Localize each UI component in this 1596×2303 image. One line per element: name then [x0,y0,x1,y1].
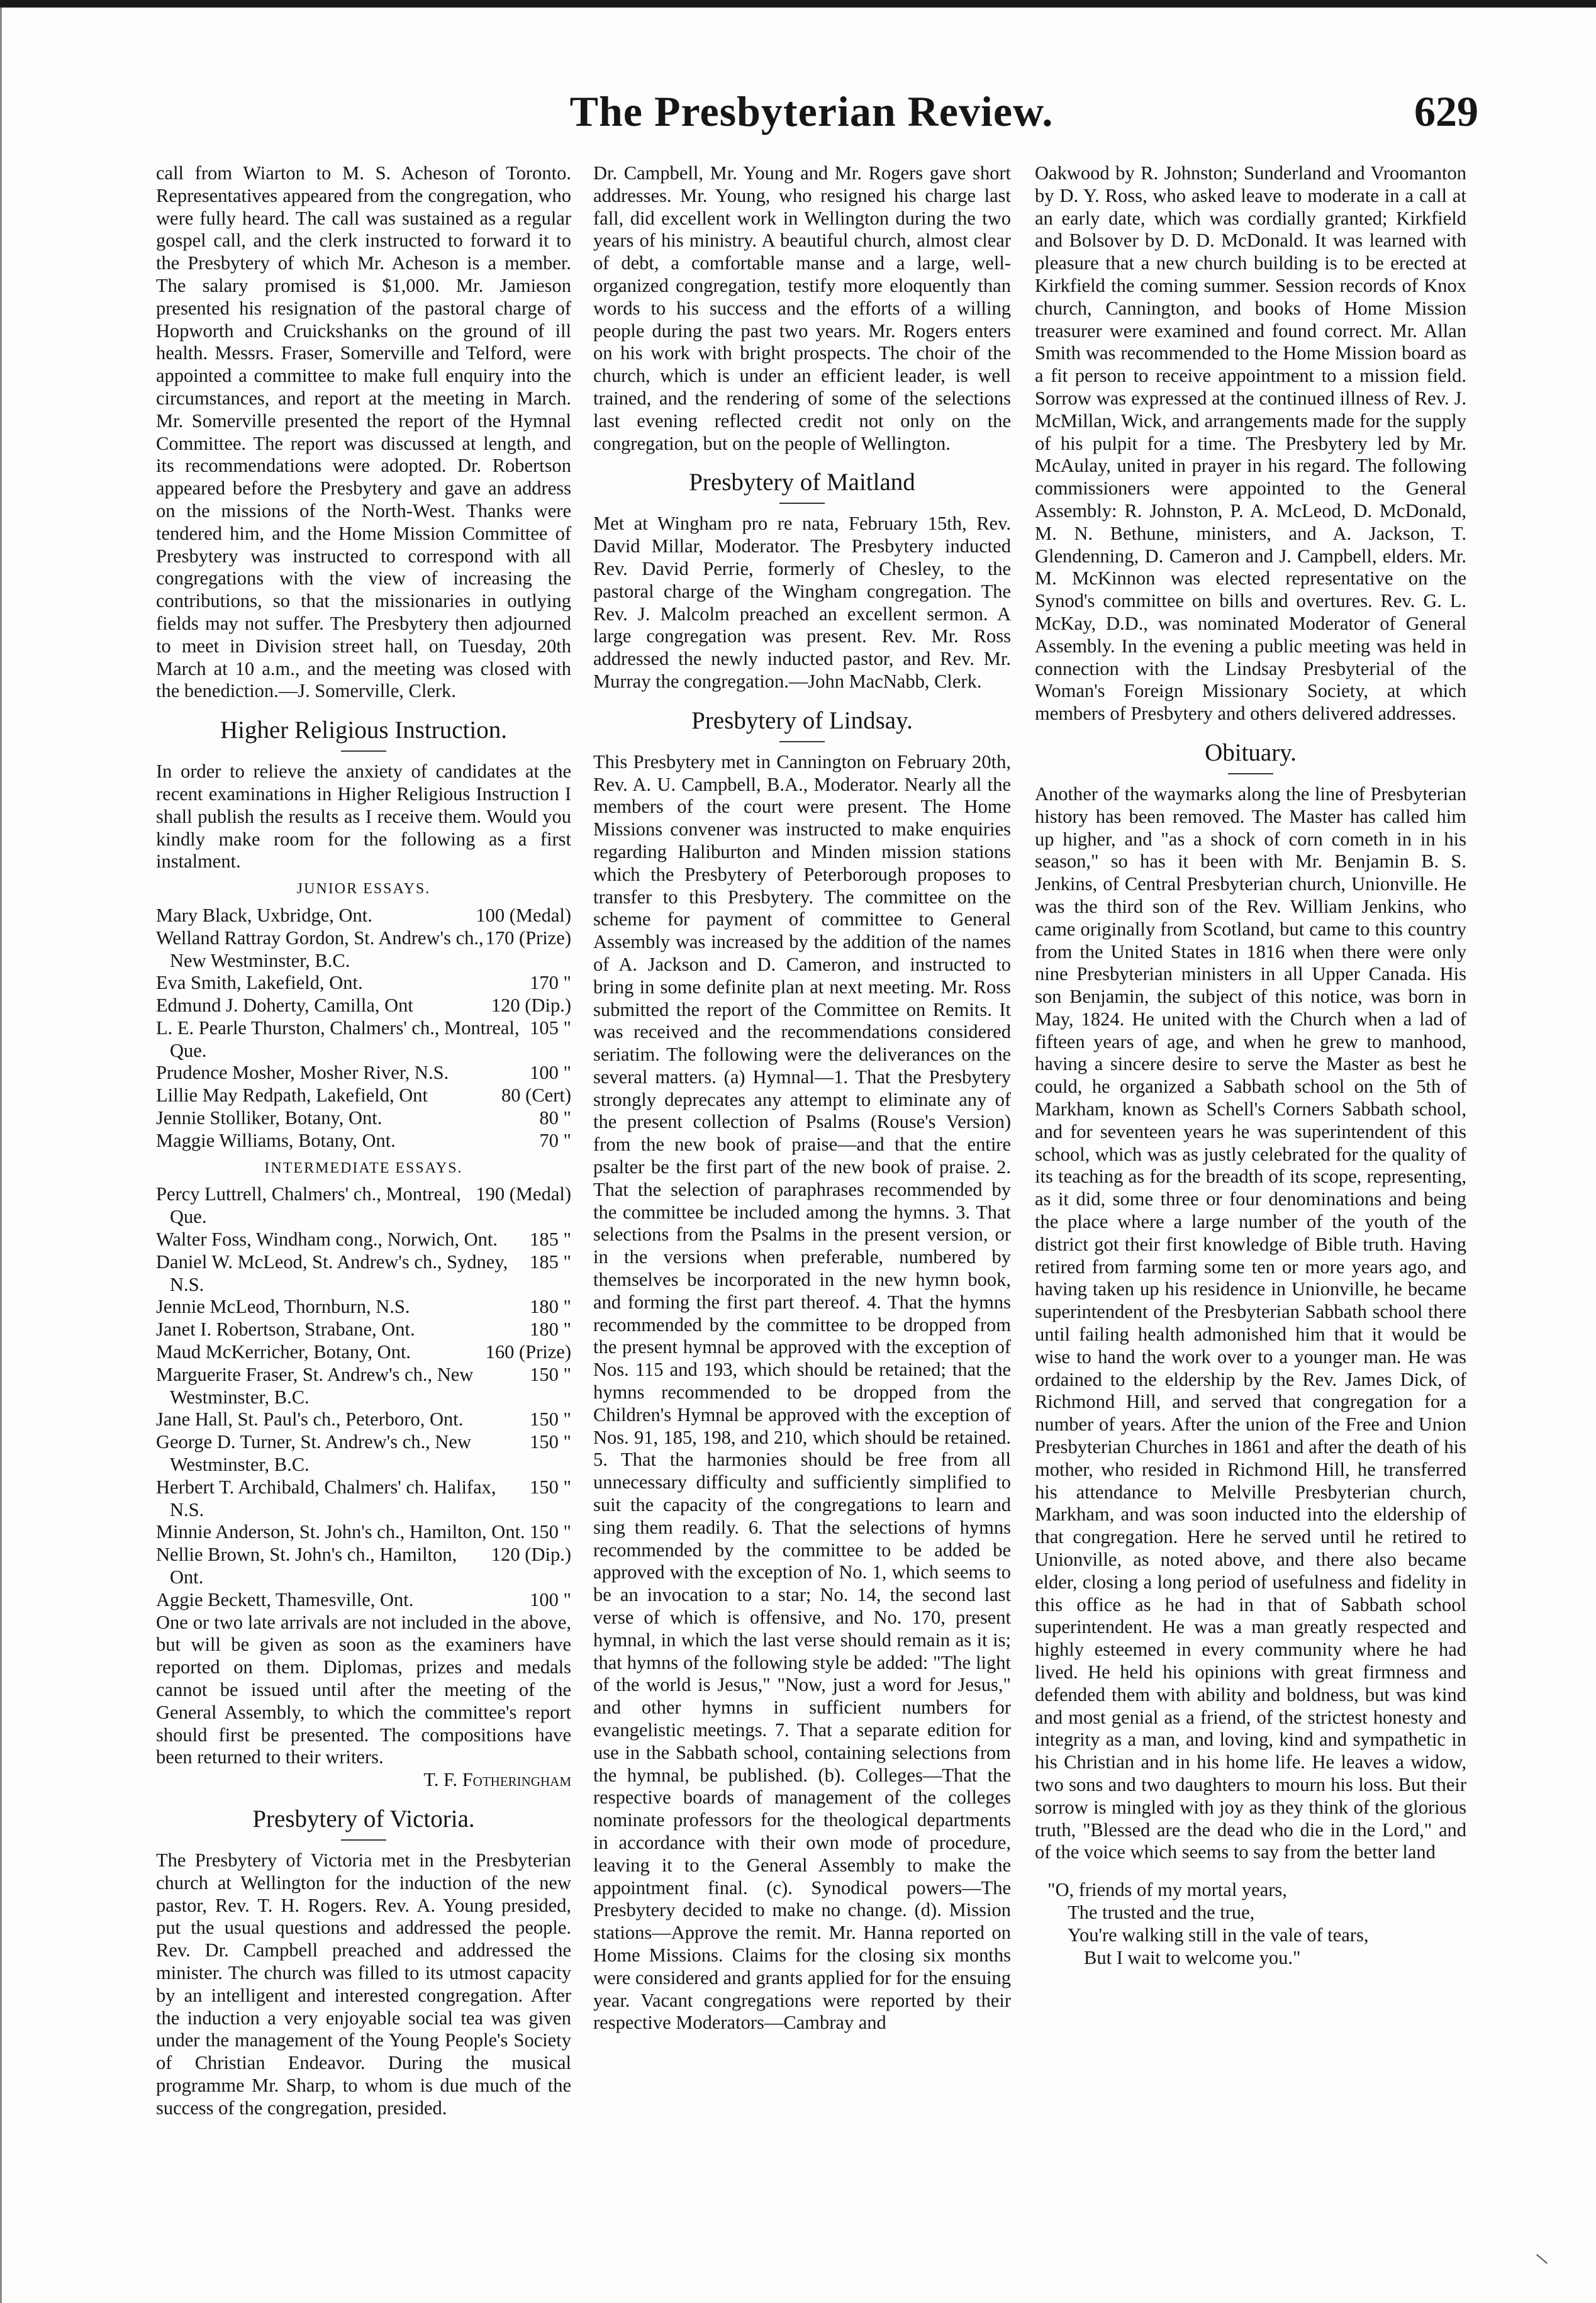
obituary-poem [1035,1879,1466,1969]
page-number: 629 [1414,87,1478,135]
obituary-paragraph: Another of the waymarks along the line of Presbyterian history has been removed. The Master has called him up higher, and "as a shock of corn cometh in in his season," so has it been with Mr. Benjamin B. S. Jenkins, of Central Presbyterian church, Unionville. He was the third son of the Rev. William Jenkins, who came originally from Scotland, but came to this country from the United States in 1816 when there were only nine Presbyterian ministers in all Upper Canada. His son Benjamin, the subject of this notice, was born in May, 1824. He united with the Church when a lad of fifteen years of age, and when he grew to manhood, having a sincere desire to serve the Master as best he could, he organized a Sabbath school on the 5th of Markham, known as Schell's Corners Sabbath school, and for seventeen years he was superintendent of this school, which was as justly celebrated for the quality of its teaching as for the breadth of its scope, representing, as it did, some three or four denominations and being the place where a large number of the youth of the district got their first knowledge of Bible truth. Having retired from farming some ten or more years ago, and having taken up his residence in Unionville, he became superintendent of the Presbyterian Sabbath school there until failing health admonished him that it would be wise to hand the work over to a younger man. He was ordained to the eldership by the Rev. James Dick, of Richmond Hill, and served that congregation for a number of years. After the union of the Free and Union Presbyterian Churches in 1861 and after the death of his mother, who resided in Richmond Hill, he transferred his attendance to Melville Presbyterian church, Markham, and was soon inducted into the eldership of that congregation. Here he served until he retired to Unionville, as noted above, and there also became elder, closing a long period of usefulness and fidelity in this office as he had in that of Sabbath school superintendent. He was a man greatly respected and highly esteemed in every community where he had lived. He held his opinions with great firmness and defended them with ability and boldness, but was kind and most genial as a friend, of the strictest honesty and integrity as a man, and loving, kind and sympathetic in his Christian and in his home life. He leaves a widow, two sons and two daughters to mourn his loss. But their sorrow is mingled with joy as they think of the glorious truth, "Blessed are the dead who die in the Lord," and of the voice which seems to say from the better land [1035,783,1466,1863]
list-item: 105 " L. E. Pearle Thurston, Chalmers' ch., Montreal, Que. [156,1017,571,1061]
list-item: 190 (Medal) Percy Luttrell, Chalmers' ch., Montreal, Que. [156,1183,571,1228]
list-item: 80 " Jennie Stolliker, Botany, Ont. [156,1107,571,1129]
list-item: 150 " George D. Turner, St. Andrew's ch., New Westminster, B.C. [156,1431,571,1476]
column-3 [1035,162,1466,1969]
list-item: 150 " Herbert T. Archibald, Chalmers' ch. Halifax, N.S. [156,1476,571,1520]
list-item: 100 " Prudence Mosher, Mosher River, N.S. [156,1062,571,1084]
obituary-heading: Obituary. [1035,739,1466,774]
junior-essays-label: JUNIOR ESSAYS. [296,881,431,898]
poem-line: You're walking still in the vale of tears, [1068,1924,1369,1946]
poem-line: The trusted and the true, [1068,1901,1255,1923]
list-item: 150 " Jane Hall, St. Paul's ch., Peterboro, Ont. [156,1408,571,1430]
column-1 [156,162,571,2120]
victoria-paragraph: The Presbytery of Victoria met in the Presbyterian church at Wellington for the induction of the new pastor, Rev. T. H. Rogers. Rev. A. Young presided, put the usual questions and addressed the people. Rev. Dr. Campbell preached and addressed the minister. The church was filled to its utmost capacity by an intelligent and interested congregation. After the induction a very enjoyable social tea was given under the management of the Young People's Society of Christian Endeavor. During the musical programme Mr. Sharp, to whom is due much of the success of the congregation, presided. [156,1849,571,2119]
list-item: 160 (Prize) Maud McKerricher, Botany, Ont. [156,1341,571,1363]
victoria-heading: Presbytery of Victoria. [156,1805,571,1841]
lindsay-continuation: Oakwood by R. Johnston; Sunderland and Vroomanton by D. Y. Ross, who asked leave to moderate in a call at an early date, which was cordially granted; Kirkfield and Bolsover by D. D. McDonald. It was learned with pleasure that a new church building is to be erected at Kirkfield the coming summer. Session records of Knox church, Cannington, and books of Home Mission treasurer were examined and found correct. Mr. Allan Smith was recommended to the Home Mission board as a fit person to receive appointment to a mission field. Sorrow was expressed at the continued illness of Rev. J. McMillan, Wick, and arrangements made for the supply of his pulpit for a time. The Presbytery led by Mr. McAulay, united in prayer in his regard. The following commissioners were appointed to the General Assembly: R. Johnston, P. A. McLeod, D. McDonald, M. N. Bethune, ministers, and A. Jackson, T. Glendenning, D. Cameron and J. Campbell, elders. Mr. M. McKinnon was elected representative on the Synod's committee on bills and overtures. Rev. G. L. McKay, D.D., was nominated Moderator of General Assembly. In the evening a public meeting was held in connection with the Lindsay Presbyterial of the Woman's Foreign Missionary Society, at which members of Presbytery and others delivered addresses. [1035,162,1466,725]
list-item: 170 (Prize) Welland Rattray Gordon, St. Andrew's ch., New Westminster, B.C. [156,927,571,971]
page-header [145,81,1478,150]
list-item: 70 " Maggie Williams, Botany, Ont. [156,1129,571,1151]
list-item: 170 " Eva Smith, Lakefield, Ont. [156,972,571,994]
list-item: 180 " Janet I. Robertson, Strabane, Ont. [156,1319,571,1341]
victoria-continuation: Dr. Campbell, Mr. Young and Mr. Rogers gave short addresses. Mr. Young, who resigned his charge last fall, did excellent work in Wellington during the two years of his ministry. A beautiful church, almost clear of debt, a comfortable manse and a large, well-organized congregation, testify more eloquently than words to his success and the efforts of a willing people during the past two years. Mr. Rogers enters on his work with bright prospects. The choir of the church, which is under an efficient leader, is well trained, and the rendering of some of the selections last evening reflected credit not only on the congregation, but on the people of Wellington. [593,162,1011,454]
lindsay-paragraph: This Presbytery met in Cannington on February 20th, Rev. A. U. Campbell, B.A., Moderator. Nearly all the members of the court were present. The Home Missions convener was instructed to make enquiries regarding Haliburton and Minden mission stations which the Presbytery of Peterborough proposes to transfer to this Presbytery. The committee on the scheme for payment of committee to General Assembly was increased by the addition of the names of A. Jackson and D. Cameron, and instructed to bring in some definite plan at next meeting. Mr. Ross submitted the report of the Committee on Remits. It was received and the recommendations considered seriatim. The following were the deliverances on the several matters. (a) Hymnal—1. That the Presbytery strongly deprecates any attempt to eliminate any of the present collection of Psalms (Rouse's Version) from the new book of praise—and that the entire psalter be the first part of the new book of praise. 2. That the selection of paraphrases recommended by the committee be included among the hymns. 3. That selections from the Psalms in the present version, or in the versions when preferable, numbered by themselves be incorporated in the new hymn book, and forming the first part thereof. 4. That the hymns recommended by the committee to be dropped from the present hymnal be approved with the exception of Nos. 115 and 193, which should be retained; that the hymns recommended to be dropped from the Children's Hymnal be approved with the exception of Nos. 91, 185, 198, and 210, which should be retained. 5. That the harmonies should be free from all unnecessary difficulty and sufficiently simplified to suit the capacity of the congregations to learn and sing them readily. 6. That the selections of hymns recommended by the committee to be added be approved with the exception of No. 1, which seems to be an invocation to a star; No. 14, the second last verse of which is offensive, and No. 170, present hymnal, in which the last verse should remain as it is; that hymns of the following style be added: "The light of the world is Jesus," "Now, just a word for Jesus," and other hymns in sufficient numbers for evangelistic meetings. 7. That a separate edition for use in the Sabbath school, containing selections from the hymnal, be published. (b). Colleges—That the respective boards of management of the colleges nominate professors for the theological departments in accordance with their own mode of procedure, leaving it to the General Assembly to make the appointment final. (c). Synodical powers—The Presbytery decided to make no change. (d). Mission stations—Approve the remit. Mr. Hanna reported on Home Missions. Claims for the closing six months were considered and grants applied for for the ensuing year. Vacant congregations were reported by their respective Moderators—Cambray and [593,750,1011,2034]
list-item: 120 (Dip.) Edmund J. Doherty, Camilla, Ont [156,995,571,1017]
higher-religious-closing: One or two late arrivals are not included in the above, but will be given as soon as the examiners have reported on them. Diplomas, prizes and medals cannot be issued until after the meeting of the General Assembly, to which the committee's report should first be presented. The compositions have been returned to their writers. [156,1611,571,1768]
list-item: 80 (Cert) Lillie May Redpath, Lakefield, Ont [156,1085,571,1107]
scan-stray-mark [1536,2254,1548,2264]
scan-left-edge [0,8,2,2303]
list-item: 150 " Minnie Anderson, St. John's ch., Hamilton, Ont. [156,1521,571,1543]
list-item: 185 " Daniel W. McLeod, St. Andrew's ch., Sydney, N.S. [156,1251,571,1295]
poem-line: But I wait to welcome you." [1084,1946,1301,1968]
list-item: 180 " Jennie McLeod, Thornburn, N.S. [156,1296,571,1318]
lindsay-heading: Presbytery of Lindsay. [593,707,1011,742]
maitland-paragraph: Met at Wingham pro re nata, February 15th, Rev. David Millar, Moderator. The Presbytery inducted Rev. David Perrie, formerly of Chesley, to the pastoral charge of the Wingham congregation. The Rev. J. Malcolm preached an excellent sermon. A large congregation was present. Rev. Mr. Ross addressed the newly inducted pastor, and Rev. Mr. Murray the congregation.—John MacNabb, Clerk. [593,513,1011,692]
intermediate-essays-label: INTERMEDIATE ESSAYS. [264,1159,463,1176]
wiarton-call-paragraph: call from Wiarton to M. S. Acheson of Toronto. Representatives appeared from the congregation, who were fully heard. The call was sustained as a regular gospel call, and the clerk instructed to forward it to the Presbytery of which Mr. Acheson is a member. The salary promised is $1,000. Mr. Jamieson presented his resignation of the pastoral charge of Hopworth and Cruickshanks on the ground of ill health. Messrs. Fraser, Somerville and Telford, were appointed a committee to make full enquiry into the circumstances, and report at the meeting in March. Mr. Somerville presented the report of the Hymnal Committee. The report was discussed at length, and its recommendations were adopted. Dr. Robertson appeared before the Presbytery and gave an address on the missions of the North-West. Thanks were tendered him, and the Home Mission Committee of Presbytery was instructed to correspond with all congregations with the view of increasing the contributions, so that the missionaries in outlying fields may not suffer. The Presbytery then adjourned to meet in Division street hall, on Tuesday, 20th March at 10 a.m., and the meeting was closed with the benediction.—J. Somerville, Clerk. [156,162,571,702]
signature: T. F. Fotheringham [423,1769,571,1791]
list-item: 185 " Walter Foss, Windham cong., Norwich, Ont. [156,1229,571,1251]
running-title: The Presbyterian Review. [569,87,1054,135]
higher-religious-intro: In order to relieve the anxiety of candidates at the recent examinations in Higher Religious Instruction I shall publish the results as I receive them. Would you kindly make room for the following as a first instalment. [156,761,571,873]
list-item: 150 " Marguerite Fraser, St. Andrew's ch., New Westminster, B.C. [156,1363,571,1408]
poem-line: "O, friends of my mortal years, [1047,1879,1287,1901]
list-item: 100 (Medal) Mary Black, Uxbridge, Ont. [156,904,571,926]
maitland-heading: Presbytery of Maitland [593,469,1011,504]
column-2 [593,162,1011,2034]
list-item: 120 (Dip.) Nellie Brown, St. John's ch., Hamilton, Ont. [156,1544,571,1588]
list-item: 100 " Aggie Beckett, Thamesville, Ont. [156,1588,571,1610]
higher-religious-heading: Higher Religious Instruction. [156,717,571,752]
scan-top-edge [0,0,1596,8]
